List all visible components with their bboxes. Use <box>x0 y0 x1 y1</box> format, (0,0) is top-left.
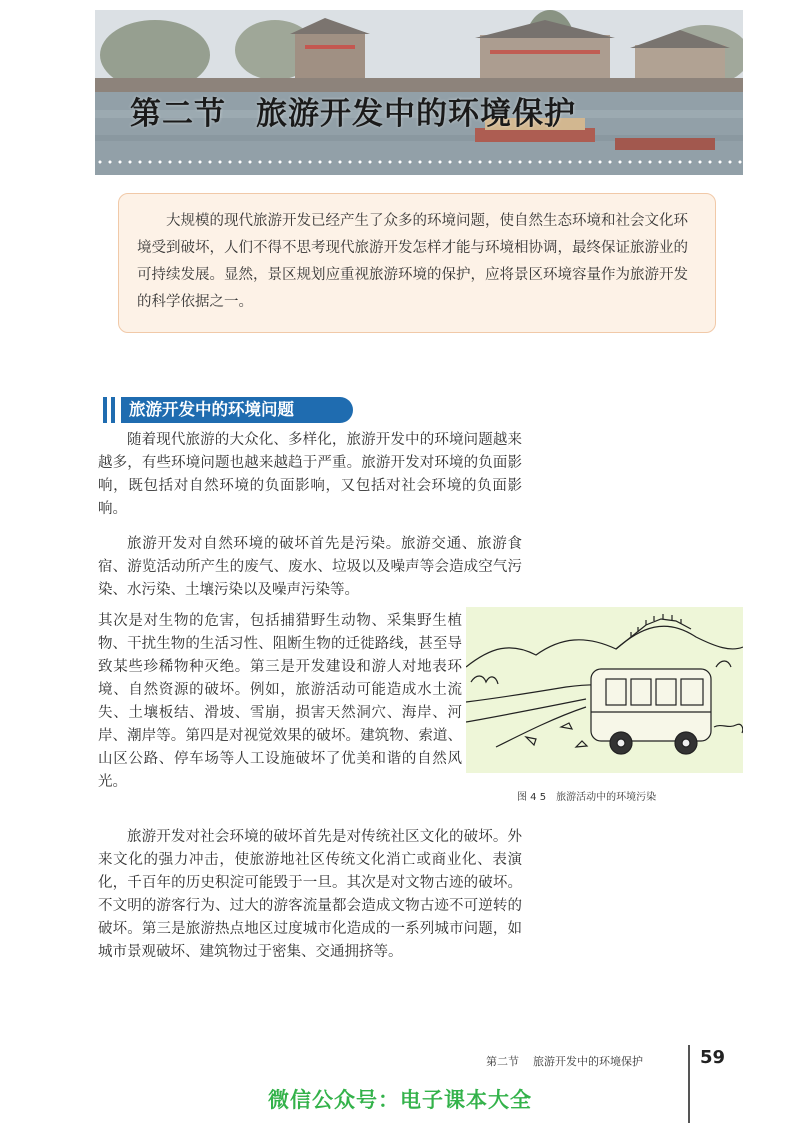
footer-section-label: 第二节 <box>486 1055 519 1068</box>
paragraph-3: 旅游开发对社会环境的破坏首先是对传统社区文化的破坏。外来文化的强力冲击，使旅游地社区传统文化消亡或商业化、表演化，千百年的历史积淀可能毁于一旦。其次是对文物古迹的破坏。不文明的游客行为、过大的游客流量都会造成文物古迹不可逆转的破坏。第三是旅游热点地区过度城市化造成的一系列城市问题，如城市景观破坏、建筑物过于密集、交通拥挤等。 <box>98 829 522 960</box>
footer-section-title: 旅游开发中的环境保护 <box>533 1055 643 1068</box>
bus-pollution-illustration <box>466 607 743 773</box>
paragraph-2: 旅游开发对自然环境的破坏首先是污染。旅游交通、旅游食宿、游览活动所产生的废气、废水、垃圾以及噪声等会造成空气污染、水污染、土壤污染以及噪声污染等。 <box>98 536 522 598</box>
figure-caption <box>517 788 656 803</box>
running-footer <box>486 1053 643 1069</box>
chapter-title <box>130 88 576 133</box>
dotted-divider <box>95 159 743 165</box>
figure-illustration <box>466 607 743 773</box>
page-number: 59 <box>700 1047 726 1068</box>
section-heading-bars <box>103 397 119 423</box>
figure-number: 图 4 5 <box>517 792 547 803</box>
paragraph-2-continued: 其次是对生物的危害，包括捕猎野生动物、采集野生植物、干扰生物的生活习性、阻断生物的迁徙路线，甚至导致某些珍稀物种灭绝。第三是开发建设和游人对地表环境、自然资源的破坏。例如，旅游活动可能造成水土流失、土壤板结、滑坡、雪崩，损害天然洞穴、海岸、河岸、潮岸等。第四是对视觉效果的破坏。建筑物、索道、山区公路、停车场等人工设施破坏了优美和谐的自然风光。 <box>98 613 462 790</box>
section-number: 第二节 <box>130 96 226 132</box>
paragraph-1: 随着现代旅游的大众化、多样化，旅游开发中的环境问题越来越多，有些环境问题也越来越趋于严重。旅游开发对环境的负面影响，既包括对自然环境的负面影响，又包括对社会环境的负面影响。 <box>98 432 522 517</box>
intro-text: 大规模的现代旅游开发已经产生了众多的环境问题，使自然生态环境和社会文化环境受到破坏，人们不得不思考现代旅游开发怎样才能与环境相协调，最终保证旅游业的可持续发展。显然，景区规划应重视旅游环境的保护，应将景区环境容量作为旅游开发的科学依据之一。 <box>137 213 688 310</box>
watermark-text: 微信公众号：电子课本大全 <box>268 1088 532 1112</box>
figure-caption-text: 旅游活动中的环境污染 <box>556 792 657 803</box>
section-title: 旅游开发中的环境保护 <box>256 96 576 132</box>
chapter-banner <box>95 10 743 175</box>
intro-box <box>118 193 716 333</box>
section-heading: 旅游开发中的环境问题 <box>121 397 353 423</box>
